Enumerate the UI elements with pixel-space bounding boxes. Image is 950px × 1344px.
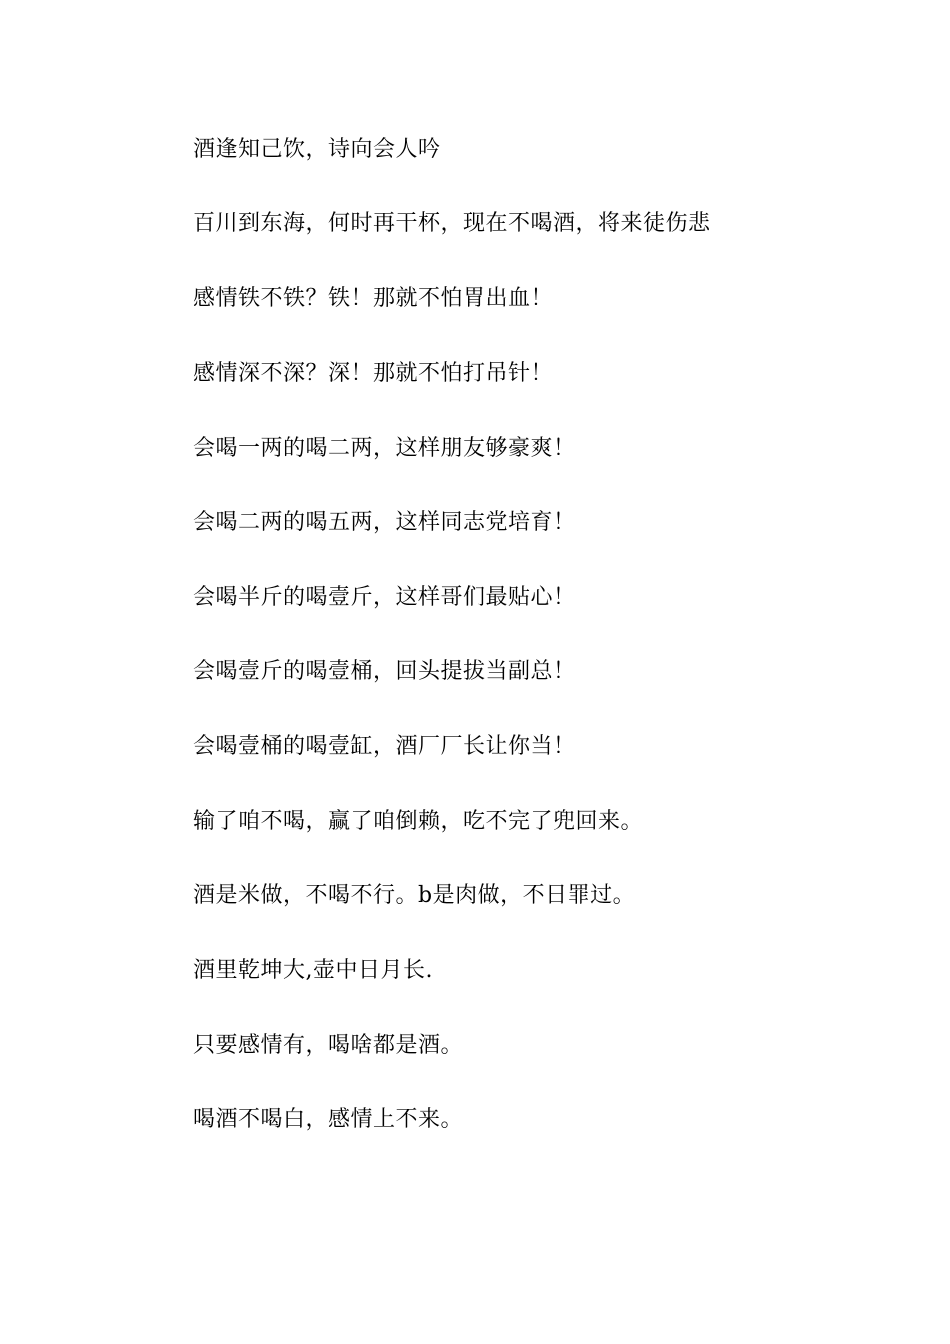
text-line: 酒逢知己饮，诗向会人吟 [193,137,441,162]
text-line: 百川到东海，何时再干杯，现在不喝酒，将来徒伤悲 [193,211,711,236]
text-line: 会喝二两的喝五两，这样同志党培育！ [193,510,576,535]
text-line: 喝酒不喝白，感情上不来。 [193,1107,464,1132]
text-line: 酒里乾坤大,壶中日月长. [193,958,433,983]
text-line: 输了咱不喝，赢了咱倒赖，吃不完了兜回来。 [193,809,644,834]
text-line: 会喝壹斤的喝壹桶，回头提拔当副总！ [193,659,576,684]
text-line: 酒是米做，不喝不行。b是肉做，不日罪过。 [193,883,636,908]
text-line: 会喝一两的喝二两，这样朋友够豪爽！ [193,436,576,461]
text-line: 会喝壹桶的喝壹缸，酒厂厂长让你当！ [193,734,576,759]
text-line: 只要感情有，喝啥都是酒。 [193,1033,464,1058]
text-line: 感情铁不铁？铁！那就不怕胃出血！ [193,286,554,311]
text-line: 感情深不深？深！那就不怕打吊针！ [193,361,554,386]
text-line: 会喝半斤的喝壹斤，这样哥们最贴心！ [193,585,576,610]
